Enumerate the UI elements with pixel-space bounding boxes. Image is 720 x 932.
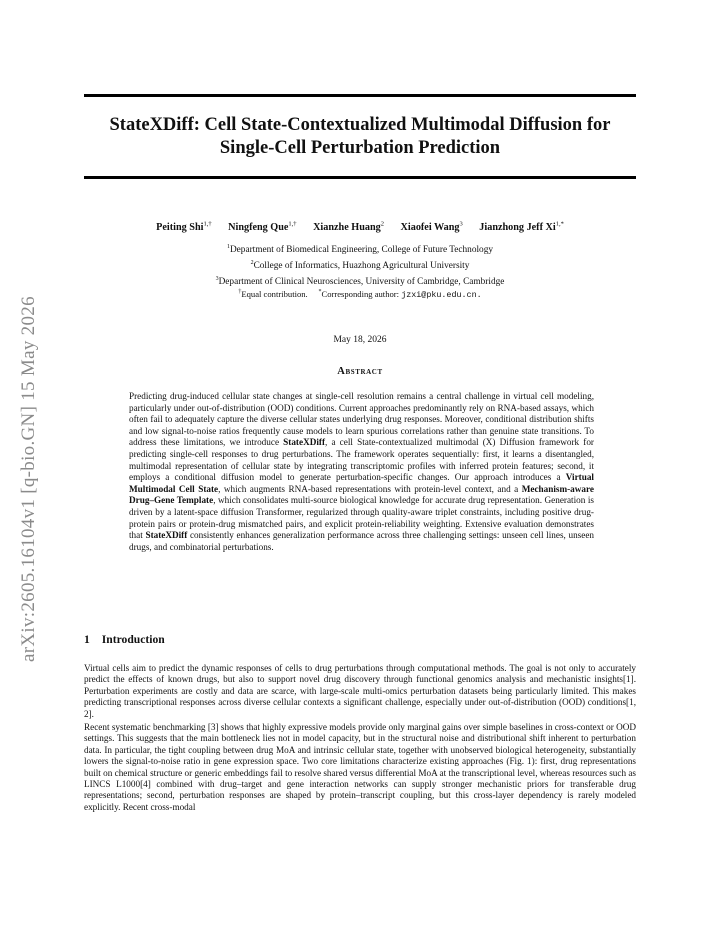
paper-date: May 18, 2026 — [333, 335, 387, 345]
intro-paragraph-1: Virtual cells aim to predict the dynamic responses of cells to drug perturbations through computational methods. The goal is not only to accurately predict the effects of known drugs, but also to support novel drug discovery through functional genomics analysis and mechanistic insights[1]. Perturbation experiments are costly and data are scarce, with large-scale multi-omics perturbation datasets being particularly limited. This makes predicting transcriptional responses across diverse cellular contexts a significant challenge, especially under out-of-distribution (OOD) conditions[1, 2]. — [84, 663, 636, 719]
affiliation: $^1$Department of Biomedical Engineering, College of Future Technology — [226, 244, 494, 256]
affiliations — [84, 241, 636, 289]
author: Ningfeng Que$^{1,\dagger}$ — [228, 221, 297, 234]
paper-title — [84, 114, 636, 160]
section-heading-introduction — [84, 633, 165, 646]
author: Xiaofei Wang$^3$ — [400, 221, 463, 234]
author: Jianzhong Jeff $Xi^{1,*}$ — [479, 221, 564, 234]
corresponding-author-note: Corresponding author: — [321, 289, 400, 299]
author: Xianzhe Huang$^2$ — [313, 221, 384, 234]
affiliation: $^2$College of Informatics, Huazhong Agricultural University — [250, 260, 470, 272]
title-line-2: Single-Cell Perturbation Prediction — [219, 138, 501, 158]
intro-paragraph-2: Recent systematic benchmarking [3] shows that highly expressive models provide only marginal gains over simple baselines in cross-context or OOD settings. This suggests that the main bottleneck lies not in model capacity, but in the structural noise and distributional shift inherent to perturbation data. In particular, the tight coupling between drug MoA and intrinsic cellular state, together with unobserved biological heterogeneity, substantially lowers the signal-to-noise ratio in gene expression space. Two core limitations characterize existing approaches (Fig. 1): first, drug representations built on chemical structure or generic embeddings fail to resolve shared versus differential MoA at the transcriptional level, whereas resources such as LINCS L1000[4] combined with drug–target and gene interaction networks can supply stronger mechanistic priors for transferable drug representations; second, perturbation responses are shaped by protein–transcript coupling, but this cross-layer dependency is rarely modeled explicitly. Recent cross-modal — [84, 722, 636, 812]
affiliation: $^3$Department of Clinical Neurosciences, University of Cambridge, Cambridge — [215, 276, 505, 288]
abstract-heading: Abstract — [337, 366, 383, 377]
equal-contribution-note: Equal contribution. — [241, 289, 308, 299]
section-title: Introduction — [101, 633, 165, 646]
top-rule — [84, 94, 636, 97]
author: Peiting Shi$^{1,\dagger}$ — [156, 221, 212, 234]
author-notes: †Equal contribution. *Corresponding author: jzxi@pku.edu.cn. — [238, 289, 482, 300]
author-list — [84, 221, 636, 233]
corresponding-email: jzxi@pku.edu.cn. — [401, 290, 482, 300]
section-number: 1 — [84, 633, 90, 646]
title-line-1: StateXDiff: Cell State-Contextualized Multimodal Diffusion for — [109, 115, 611, 135]
abstract-body: Predicting drug-induced cellular state changes at single-cell resolution remains a central challenge in virtual cell modeling, particularly under out-of-distribution (OOD) conditions. Current approaches predominantly rely on RNA-based assays, which often fail to adequately capture the diverse cellular states underlying drug responses. Moreover, conditional distribution shifts and low signal-to-noise ratios frequently cause models to learn spurious correlations rather than genuine state transitions. To address these limitations, we introduce StateXDiff, a cell State-contextualized multimodal (X) Diffusion framework for predicting single-cell responses to drug perturbations. The framework operates sequentially: first, it learns a disentangled, multimodal representation of cellular state by integrating transcriptomic profiles with inferred protein features; second, it employs a conditional diffusion model to generate perturbation-specific changes. Our approach introduces a Virtual Multimodal Cell State, which augments RNA-based representations with protein-level context, and a Mechanism-aware Drug–Gene Template, which consolidates multi-source biological knowledge for accurate drug representation. Generation is driven by a latent-space diffusion Transformer, regularized through quality-aware triplet constraints, including positive drug-protein pairs or protein-drug mismatched pairs, and explicit protein-reliability weighting. Extensive evaluation demonstrates that StateXDiff consistently enhances generalization performance across three challenging settings: unseen cell lines, unseen drugs, and combinatorial perturbations. — [129, 391, 594, 552]
arxiv-sidebar-identifier: arXiv:2605.16104v1 [q-bio.GN] 15 May 2026 — [18, 296, 39, 662]
title-bottom-rule — [84, 176, 636, 179]
